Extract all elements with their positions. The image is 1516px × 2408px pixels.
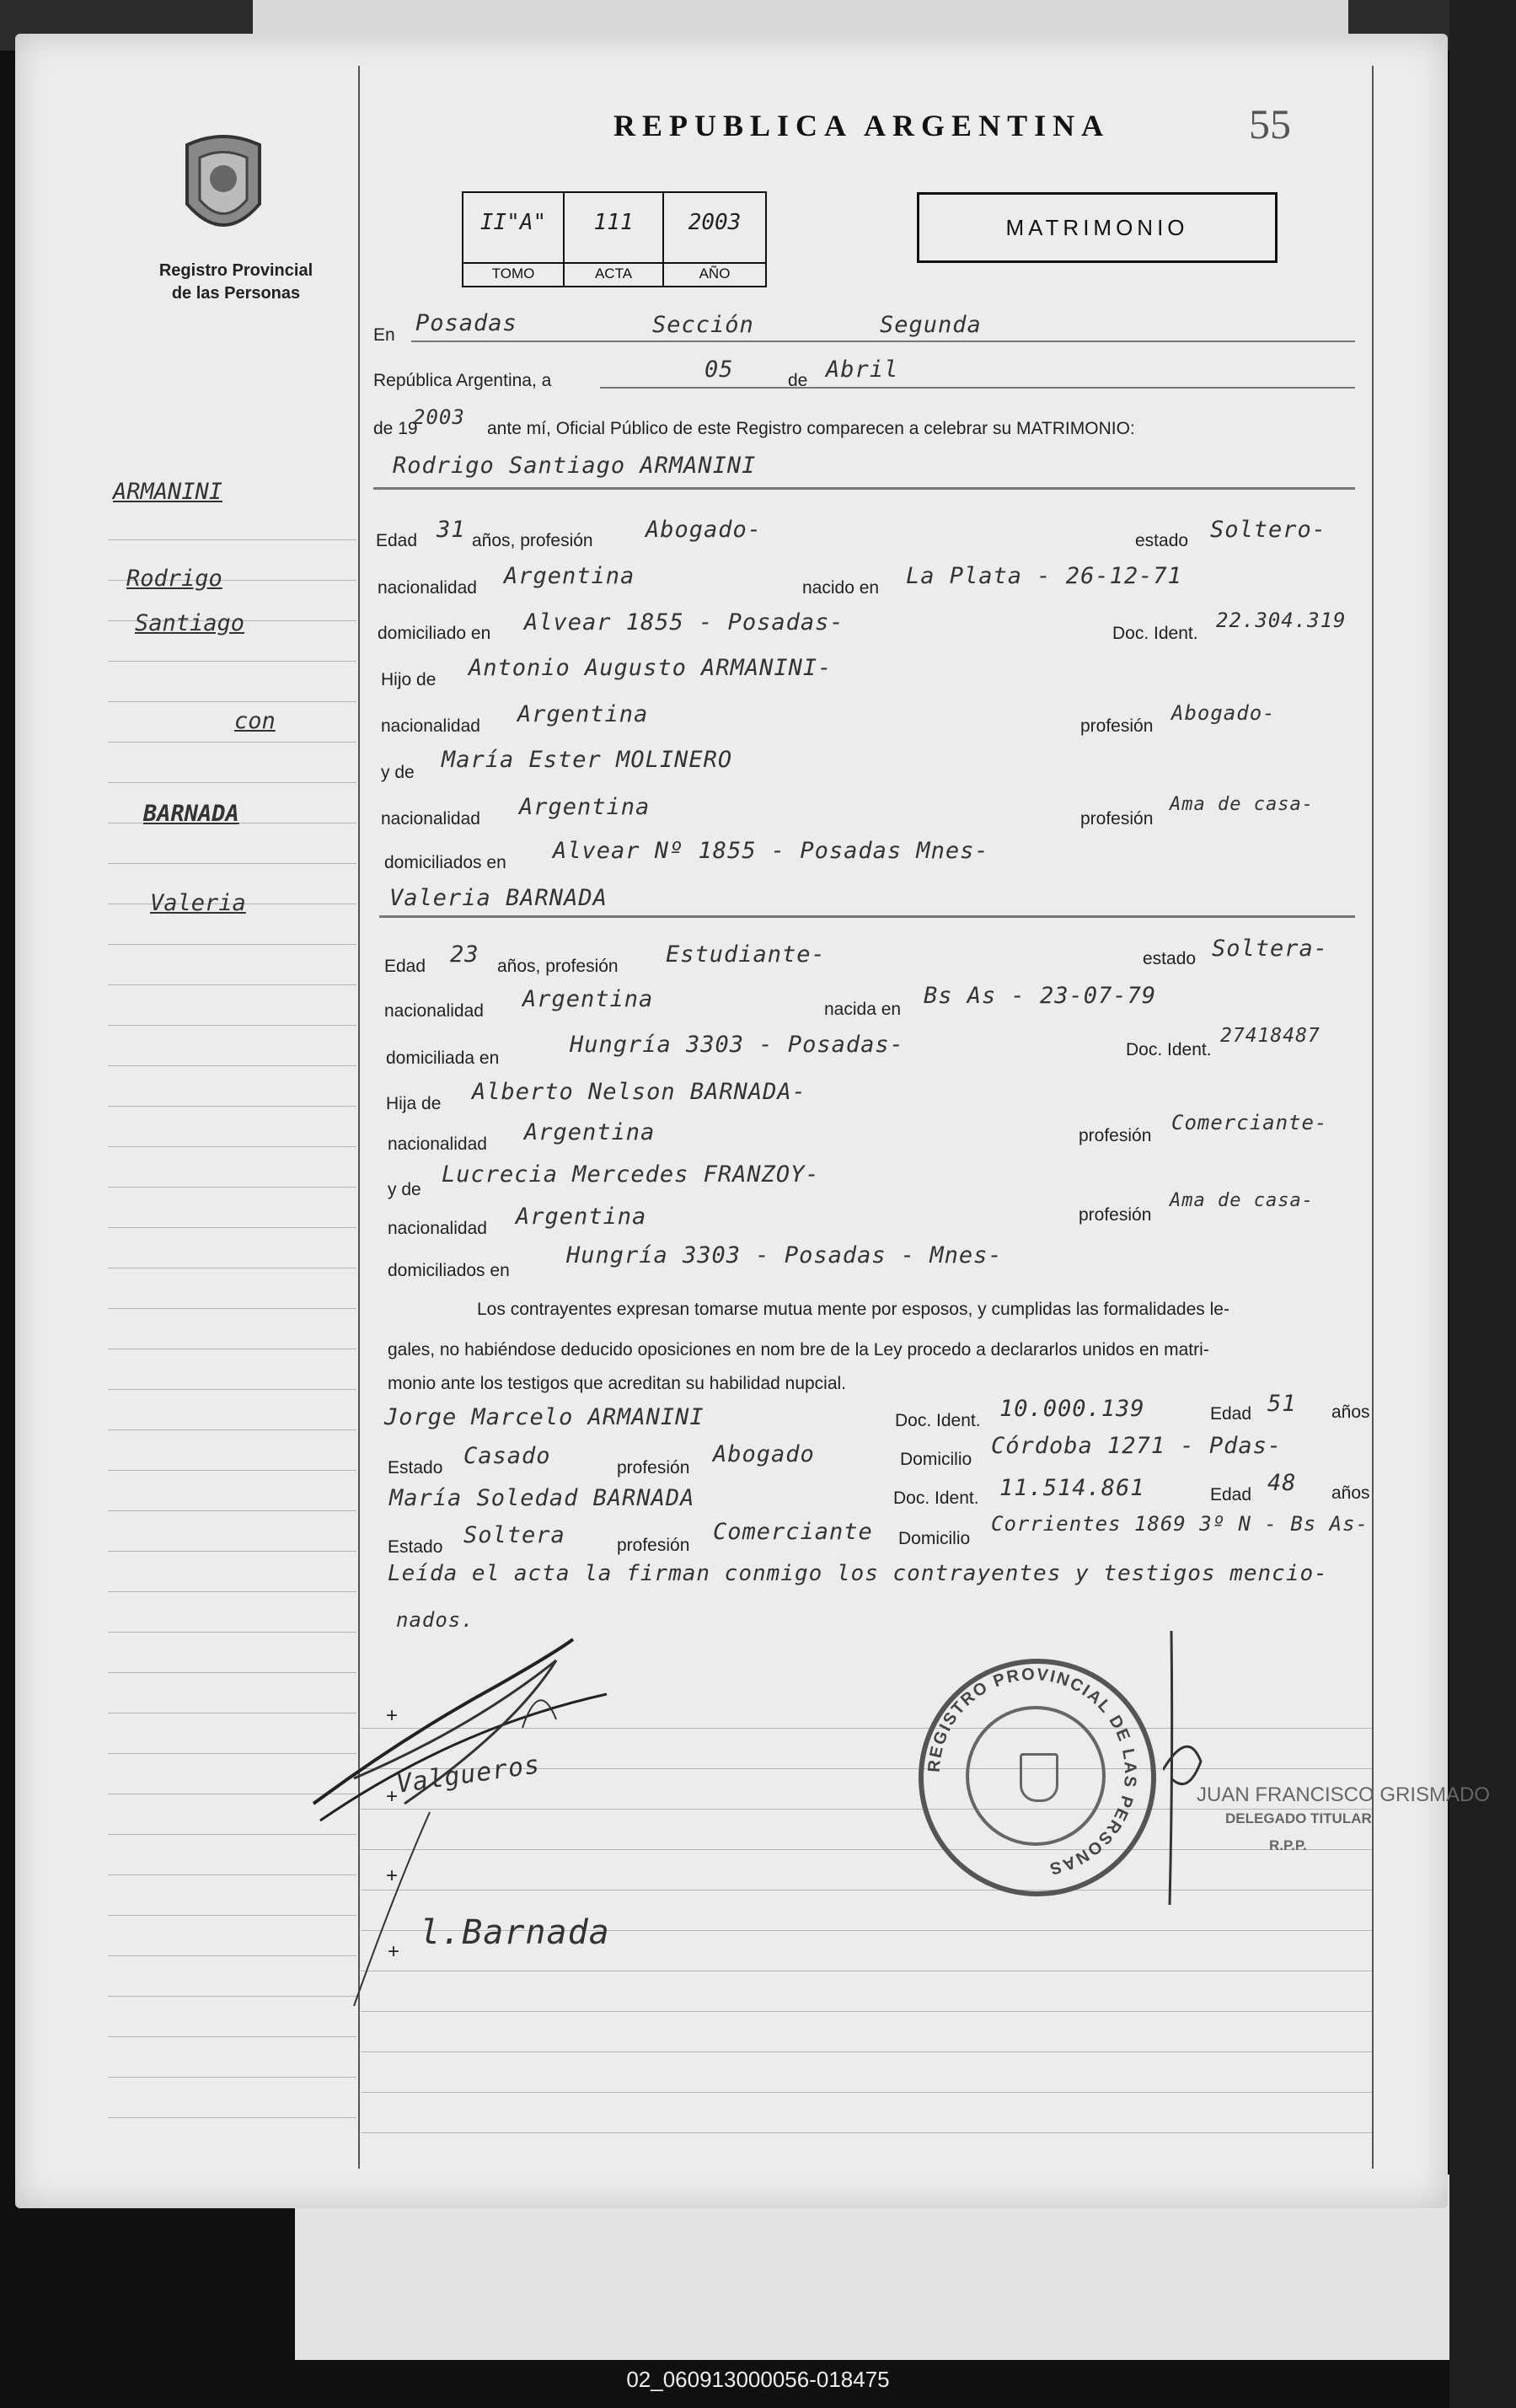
closing-line2: nados. <box>396 1608 474 1632</box>
declaration-line1: Los contrayentes expresan tomarse mutua mente por esposos, y cumplidas las formalidades le- <box>477 1300 1229 1319</box>
day-value: 05 <box>704 357 734 383</box>
groom-domicile: Alvear 1855 - Posadas- <box>524 609 844 636</box>
official-org: R.P.P. <box>1269 1837 1307 1853</box>
margin-con: con <box>234 708 276 734</box>
bride-profession: Estudiante- <box>666 941 826 968</box>
official-name: JUAN FRANCISCO GRISMADO <box>1197 1783 1491 1806</box>
groom-doms-label: domiciliados en <box>384 853 506 872</box>
witness2-estado: Soltera <box>463 1522 565 1548</box>
ruled-line <box>108 863 356 864</box>
margin-given-groom-1: Rodrigo <box>126 566 222 592</box>
witness2-age: 48 <box>1267 1470 1297 1496</box>
ruled-line <box>108 742 356 743</box>
groom-parents-domicile: Alvear Nº 1855 - Posadas Mnes- <box>553 838 989 864</box>
bride-estado: Soltera- <box>1212 936 1329 962</box>
signature-cross-2: + <box>386 1785 399 1808</box>
groom-doc-label: Doc. Ident. <box>1112 624 1198 643</box>
bride-mother-prof: Ama de casa- <box>1170 1190 1314 1211</box>
ruled-line <box>108 1510 356 1511</box>
groom-estado: Soltero- <box>1210 517 1327 543</box>
bride-father-nationality: Argentina <box>524 1119 656 1145</box>
tomo-acta-ano-box <box>462 191 767 287</box>
page-number: 55 <box>1249 100 1291 147</box>
svg-text:REGISTRO PROVINCIAL DE LAS PER <box>925 1665 1139 1879</box>
groom-father-prof-label: profesión <box>1080 716 1154 736</box>
closing-line1: Leída el acta la firman conmigo los contrayentes y testigos mencio- <box>388 1561 1328 1586</box>
ruled-line <box>361 2051 1372 2052</box>
ruled-line <box>108 1591 356 1592</box>
seal-text: REGISTRO PROVINCIAL DE LAS PERSONAS <box>924 1665 1140 1879</box>
witness1-doc: 10.000.139 <box>999 1396 1145 1422</box>
seccion-value: Sección <box>652 312 754 338</box>
ruled-line <box>361 2011 1372 2012</box>
bride-nationality: Argentina <box>522 986 654 1012</box>
bride-mother: Lucrecia Mercedes FRANZOY- <box>442 1161 820 1188</box>
ruled-line <box>108 1106 356 1107</box>
fill-line <box>600 387 1355 389</box>
bride-father-prof: Comerciante- <box>1171 1111 1328 1134</box>
groom-profession: Abogado- <box>646 517 763 543</box>
ano-label: AÑO <box>664 262 765 282</box>
witness2-edad-label: Edad <box>1210 1485 1252 1504</box>
official-title: DELEGADO TITULAR <box>1225 1810 1372 1826</box>
groom-mother-prof-label: profesión <box>1080 809 1154 829</box>
bride-doc: 27418487 <box>1220 1025 1320 1047</box>
bride-age: 23 <box>450 941 479 968</box>
signature-1: Valgueros <box>394 1750 543 1799</box>
signature-2: l.Barnada <box>420 1913 610 1952</box>
ruled-line <box>108 661 356 662</box>
republica-label: República Argentina, a <box>373 371 552 390</box>
bride-nac-label: nacionalidad <box>384 1001 484 1021</box>
tomo-label: TOMO <box>463 262 563 282</box>
bride-parents-domicile: Hungría 3303 - Posadas - Mnes- <box>566 1242 1003 1268</box>
groom-born: La Plata - 26-12-71 <box>906 563 1182 589</box>
registry-name: Registro Provincial de las Personas <box>158 261 313 303</box>
tomo-cell <box>463 193 565 286</box>
witness1-prof-label: profesión <box>617 1458 690 1478</box>
declaration-line3: monio ante los testigos que acreditan su habilidad nupcial. <box>388 1374 847 1393</box>
witness1-dom-label: Domicilio <box>900 1450 972 1469</box>
ruled-line <box>108 1065 356 1066</box>
groom-father-nationality: Argentina <box>517 701 649 727</box>
ruled-line <box>108 1632 356 1633</box>
acta-value: 111 <box>593 210 634 235</box>
groom-doc: 22.304.319 <box>1216 609 1347 632</box>
groom-edad-label: Edad <box>376 531 418 550</box>
witness1-prof: Abogado <box>713 1441 815 1467</box>
bride-estado-label: estado <box>1143 949 1197 968</box>
ruled-line <box>108 2117 356 2118</box>
bride-dom-label: domiciliada en <box>386 1048 500 1068</box>
city-value: Posadas <box>415 310 517 336</box>
witness2-name: María Soledad BARNADA <box>389 1485 695 1511</box>
intro-text: ante mí, Oficial Público de este Registro comparecen a celebrar su MATRIMONIO: <box>487 419 1135 438</box>
seccion-number: Segunda <box>880 312 982 338</box>
witness1-anos-label: años <box>1331 1402 1370 1422</box>
groom-mother-nationality: Argentina <box>519 794 651 820</box>
fill-line <box>373 487 1355 490</box>
groom-dom-label: domiciliado en <box>378 624 491 643</box>
month-value: Abril <box>826 357 899 383</box>
country-title: REPUBLICA ARGENTINA <box>613 109 1111 142</box>
ano-cell <box>664 193 765 286</box>
groom-mother-nac-label: nacionalidad <box>381 809 480 829</box>
de-label: de <box>788 371 808 390</box>
tomo-value: II"A" <box>479 210 547 235</box>
ruled-line <box>108 1146 356 1147</box>
signature-cross-1: + <box>386 1704 399 1727</box>
signature-cross-3: + <box>386 1864 399 1887</box>
margin-given-groom-2: Santiago <box>135 610 245 636</box>
groom-nationality: Argentina <box>504 563 635 589</box>
acta-label: ACTA <box>565 262 662 282</box>
groom-hijo-label: Hijo de <box>381 670 437 689</box>
ruled-line <box>108 1227 356 1228</box>
witness1-edad-label: Edad <box>1210 1404 1252 1424</box>
seal-ring-text <box>919 1659 1146 1886</box>
bride-born: Bs As - 23-07-79 <box>924 983 1157 1009</box>
ruled-line <box>108 1551 356 1552</box>
coat-of-arms-logo <box>179 128 268 246</box>
declaration-line2: gales, no habiéndose deducido oposiciones en nom bre de la Ley procedo a declararlos unidos en matri- <box>388 1340 1209 1360</box>
bride-profesion-label: años, profesión <box>497 957 619 976</box>
ruled-line <box>361 2132 1372 2133</box>
ruled-line <box>108 539 356 540</box>
right-border-line <box>1372 66 1374 2169</box>
fill-line <box>379 915 1355 918</box>
margin-given-bride: Valeria <box>150 890 246 916</box>
file-id: 02_060913000056-018475 <box>626 2367 890 2392</box>
groom-father: Antonio Augusto ARMANINI- <box>469 655 833 681</box>
bride-father-prof-label: profesión <box>1079 1126 1152 1145</box>
groom-profesion-label: años, profesión <box>472 531 593 550</box>
witness1-domicile: Córdoba 1271 - Pdas- <box>991 1433 1283 1459</box>
background-right <box>1449 0 1516 2408</box>
groom-father-nac-label: nacionalidad <box>381 716 480 736</box>
groom-name: Rodrigo Santiago ARMANINI <box>393 453 757 479</box>
ruled-line <box>108 782 356 783</box>
witness1-estado: Casado <box>463 1443 551 1469</box>
bride-doc-label: Doc. Ident. <box>1126 1040 1212 1059</box>
bride-domicile: Hungría 3303 - Posadas- <box>570 1032 904 1058</box>
official-signature-stroke <box>1163 1627 1213 1905</box>
margin-surname-groom: ARMANINI <box>113 479 223 505</box>
fill-line <box>411 341 1355 342</box>
signature-cross-4: + <box>388 1940 400 1963</box>
ruled-line <box>108 701 356 702</box>
witness1-estado-label: Estado <box>388 1458 443 1478</box>
bride-mother-nationality: Argentina <box>516 1204 647 1230</box>
ruled-line <box>108 1308 356 1309</box>
witness1-doc-label: Doc. Ident. <box>895 1411 981 1430</box>
en-label: En <box>373 325 395 345</box>
bride-yde-label: y de <box>388 1180 421 1199</box>
witness2-anos-label: años <box>1331 1483 1370 1503</box>
witness2-doc: 11.514.861 <box>999 1475 1145 1501</box>
margin-surname-bride: BARNADA <box>143 801 239 827</box>
witness2-estado-label: Estado <box>388 1537 443 1557</box>
ruled-line <box>108 2036 356 2037</box>
bride-doms-label: domiciliados en <box>388 1261 510 1280</box>
bride-father: Alberto Nelson BARNADA- <box>472 1079 806 1105</box>
witness2-domicile: Corrientes 1869 3º N - Bs As- <box>991 1512 1369 1536</box>
bride-edad-label: Edad <box>384 957 426 976</box>
groom-nac-label: nacionalidad <box>378 578 477 598</box>
ano-value: 2003 <box>688 210 742 235</box>
act-type-box: MATRIMONIO <box>917 192 1278 263</box>
bride-mother-prof-label: profesión <box>1079 1205 1152 1225</box>
witness2-doc-label: Doc. Ident. <box>893 1488 979 1508</box>
groom-estado-label: estado <box>1135 531 1189 550</box>
witness2-dom-label: Domicilio <box>898 1529 971 1548</box>
year-value: 2003 <box>413 405 465 429</box>
groom-yde-label: y de <box>381 763 415 782</box>
ruled-line <box>108 2077 356 2078</box>
witness2-prof-label: profesión <box>617 1536 690 1555</box>
de19-label: de 19 <box>373 419 418 438</box>
acta-cell <box>565 193 664 286</box>
ruled-line <box>108 1429 356 1430</box>
witness2-prof: Comerciante <box>713 1519 873 1545</box>
bride-hija-label: Hija de <box>386 1094 442 1113</box>
groom-age: 31 <box>437 517 466 543</box>
bride-nacida-label: nacida en <box>824 1000 902 1019</box>
groom-mother: María Ester MOLINERO <box>442 747 733 773</box>
ruled-line <box>108 1389 356 1390</box>
ruled-line <box>108 984 356 985</box>
ruled-line <box>108 1187 356 1188</box>
bride-mother-nac-label: nacionalidad <box>388 1219 487 1238</box>
bride-name: Valeria BARNADA <box>389 885 608 911</box>
ruled-line <box>108 1470 356 1471</box>
witness1-name: Jorge Marcelo ARMANINI <box>384 1404 704 1430</box>
groom-nacido-label: nacido en <box>802 578 880 598</box>
ruled-line <box>108 944 356 945</box>
bride-father-nac-label: nacionalidad <box>388 1134 487 1154</box>
ruled-line <box>108 1025 356 1026</box>
groom-mother-prof: Ama de casa- <box>1170 794 1314 815</box>
witness1-age: 51 <box>1267 1391 1297 1417</box>
ruled-line <box>361 2092 1372 2093</box>
groom-father-prof: Abogado- <box>1171 701 1276 725</box>
